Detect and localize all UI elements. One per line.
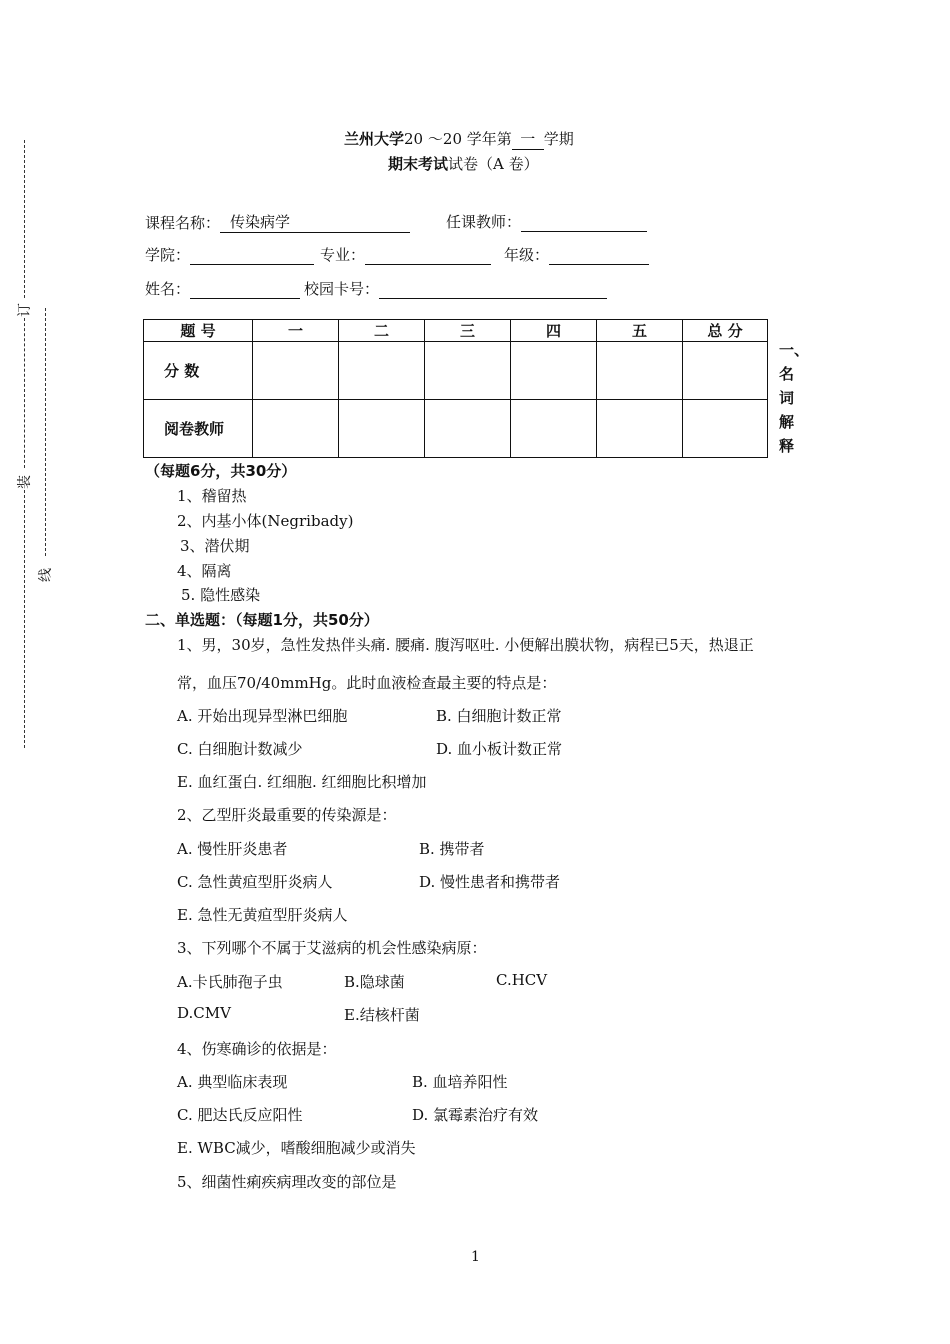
- q4-stem: 4、伤寒确诊的依据是：: [177, 1040, 337, 1058]
- header-question-number: 题 号: [144, 320, 253, 342]
- campus-card-field: [304, 278, 607, 299]
- section1-title-char: 释: [779, 437, 795, 455]
- score-table: [143, 319, 768, 458]
- q5-stem: 5、细菌性痢疾病理改变的部位是: [177, 1173, 397, 1191]
- course-value[interactable]: 传染病学: [220, 211, 410, 233]
- score-table-header-row: [144, 320, 768, 342]
- q1-line2: 常，血压70/40mmHg。此时血液检查最主要的特点是：: [177, 674, 557, 692]
- score-cell[interactable]: [425, 342, 511, 400]
- score-row: [144, 342, 768, 400]
- header-col-4: 四: [511, 320, 597, 342]
- header-col-2: 二: [339, 320, 425, 342]
- college-input[interactable]: [190, 249, 314, 265]
- student-name-field: [145, 278, 300, 299]
- term-item: 4、隔离: [177, 562, 232, 580]
- q3-option-a: A.卡氏肺孢子虫: [177, 973, 283, 991]
- grader-row: [144, 400, 768, 458]
- row-label-score: 分 数: [144, 342, 253, 400]
- page-number: 1: [471, 1249, 480, 1265]
- header-col-5: 五: [597, 320, 683, 342]
- section1-vertical-title: [779, 338, 810, 458]
- q2-option-a: A. 慢性肝炎患者: [177, 840, 288, 858]
- exam-title-bold: 期末考试: [388, 155, 449, 173]
- year-label: 学年第: [466, 130, 512, 148]
- q4-option-d: D. 氯霉素治疗有效: [412, 1106, 539, 1124]
- q2-option-b: B. 携带者: [419, 840, 485, 858]
- header-col-3: 三: [425, 320, 511, 342]
- q1-option-d: D. 血小板计数正常: [436, 740, 563, 758]
- binding-xian-char: 线: [38, 568, 54, 582]
- major-field: [320, 244, 491, 265]
- header-total: 总 分: [683, 320, 768, 342]
- q4-option-e: E. WBC减少，嗜酸细胞减少或消失: [177, 1139, 416, 1157]
- grade-label: 年级：: [504, 246, 550, 264]
- teacher-field: [446, 211, 647, 232]
- binding-dashed-line: [24, 318, 25, 468]
- college-label: 学院：: [145, 246, 191, 264]
- term-item: 3、潜伏期: [180, 537, 250, 555]
- course-label: 课程名称：: [145, 214, 221, 232]
- course-name-field: [145, 211, 410, 233]
- year-to: 20: [442, 130, 462, 148]
- university-name: 兰州大学: [344, 130, 405, 148]
- grader-cell[interactable]: [597, 400, 683, 458]
- term-item: 5. 隐性感染: [181, 586, 261, 604]
- term-item: 2、内基小体(Negribady): [177, 512, 354, 530]
- major-input[interactable]: [365, 249, 491, 265]
- grader-cell[interactable]: [683, 400, 768, 458]
- exam-header-line1: [344, 128, 574, 150]
- semester-value: 一: [512, 128, 544, 150]
- q3-option-b: B.隐球菌: [344, 973, 405, 991]
- card-input[interactable]: [379, 283, 607, 299]
- section1-title-char: 一、: [779, 341, 810, 359]
- semester-label: 学期: [543, 130, 574, 148]
- major-label: 专业：: [320, 246, 366, 264]
- binding-ding-char: 订: [17, 303, 33, 317]
- q1-option-a: A. 开始出现异型淋巴细胞: [177, 707, 348, 725]
- q1-option-e: E. 血红蛋白. 红细胞. 红细胞比积增加: [177, 773, 427, 791]
- q3-option-d: D.CMV: [177, 1004, 231, 1022]
- grade-input[interactable]: [549, 249, 649, 265]
- section2-title: 二、单选题：（每题1分，共50分）: [145, 611, 379, 629]
- q1-option-b: B. 白细胞计数正常: [436, 707, 562, 725]
- q3-option-e: E.结核杆菌: [344, 1006, 420, 1024]
- grader-cell[interactable]: [511, 400, 597, 458]
- q4-option-a: A. 典型临床表现: [177, 1073, 288, 1091]
- tilde: ～: [427, 130, 443, 148]
- term-item: 1、稽留热: [177, 487, 247, 505]
- binding-dashed-line: [24, 140, 25, 298]
- binding-dashed-line: [45, 308, 46, 556]
- section1-note: （每题6分，共30分）: [145, 462, 297, 480]
- section1-title-char: 名: [779, 365, 795, 383]
- college-field: [145, 244, 314, 265]
- row-label-grader: 阅卷教师: [144, 400, 253, 458]
- grader-cell[interactable]: [339, 400, 425, 458]
- score-cell[interactable]: [253, 342, 339, 400]
- name-label: 姓名：: [145, 280, 191, 298]
- q1-option-c: C. 白细胞计数减少: [177, 740, 303, 758]
- name-input[interactable]: [190, 283, 300, 299]
- q4-option-c: C. 肥达氏反应阳性: [177, 1106, 303, 1124]
- year-from: 20: [404, 130, 424, 148]
- q2-option-d: D. 慢性患者和携带者: [419, 873, 561, 891]
- score-cell[interactable]: [511, 342, 597, 400]
- grade-field: [504, 244, 649, 265]
- teacher-label: 任课教师：: [446, 213, 522, 231]
- q2-option-c: C. 急性黄疸型肝炎病人: [177, 873, 333, 891]
- score-cell[interactable]: [339, 342, 425, 400]
- q1-line1: 1、男，30岁，急性发热伴头痛. 腰痛. 腹泻呕吐. 小便解出膜状物，病程已5天，热退正: [177, 636, 754, 654]
- grader-cell[interactable]: [425, 400, 511, 458]
- score-cell[interactable]: [597, 342, 683, 400]
- q4-option-b: B. 血培养阳性: [412, 1073, 508, 1091]
- grader-cell[interactable]: [253, 400, 339, 458]
- card-label: 校园卡号：: [304, 280, 380, 298]
- binding-dashed-line: [24, 490, 25, 748]
- q3-stem: 3、下列哪个不属于艾滋病的机会性感染病原：: [177, 939, 487, 957]
- section1-title-char: 解: [779, 413, 795, 431]
- header-col-1: 一: [253, 320, 339, 342]
- exam-title-rest: 试卷（A 卷）: [448, 155, 539, 173]
- q2-stem: 2、乙型肝炎最重要的传染源是：: [177, 806, 397, 824]
- section1-title-char: 词: [779, 389, 795, 407]
- score-cell[interactable]: [683, 342, 768, 400]
- teacher-input[interactable]: [521, 216, 647, 232]
- q3-option-c: C.HCV: [496, 971, 548, 989]
- q2-option-e: E. 急性无黄疸型肝炎病人: [177, 906, 348, 924]
- binding-zhuang-char: 装: [17, 475, 33, 489]
- exam-title: [388, 153, 539, 174]
